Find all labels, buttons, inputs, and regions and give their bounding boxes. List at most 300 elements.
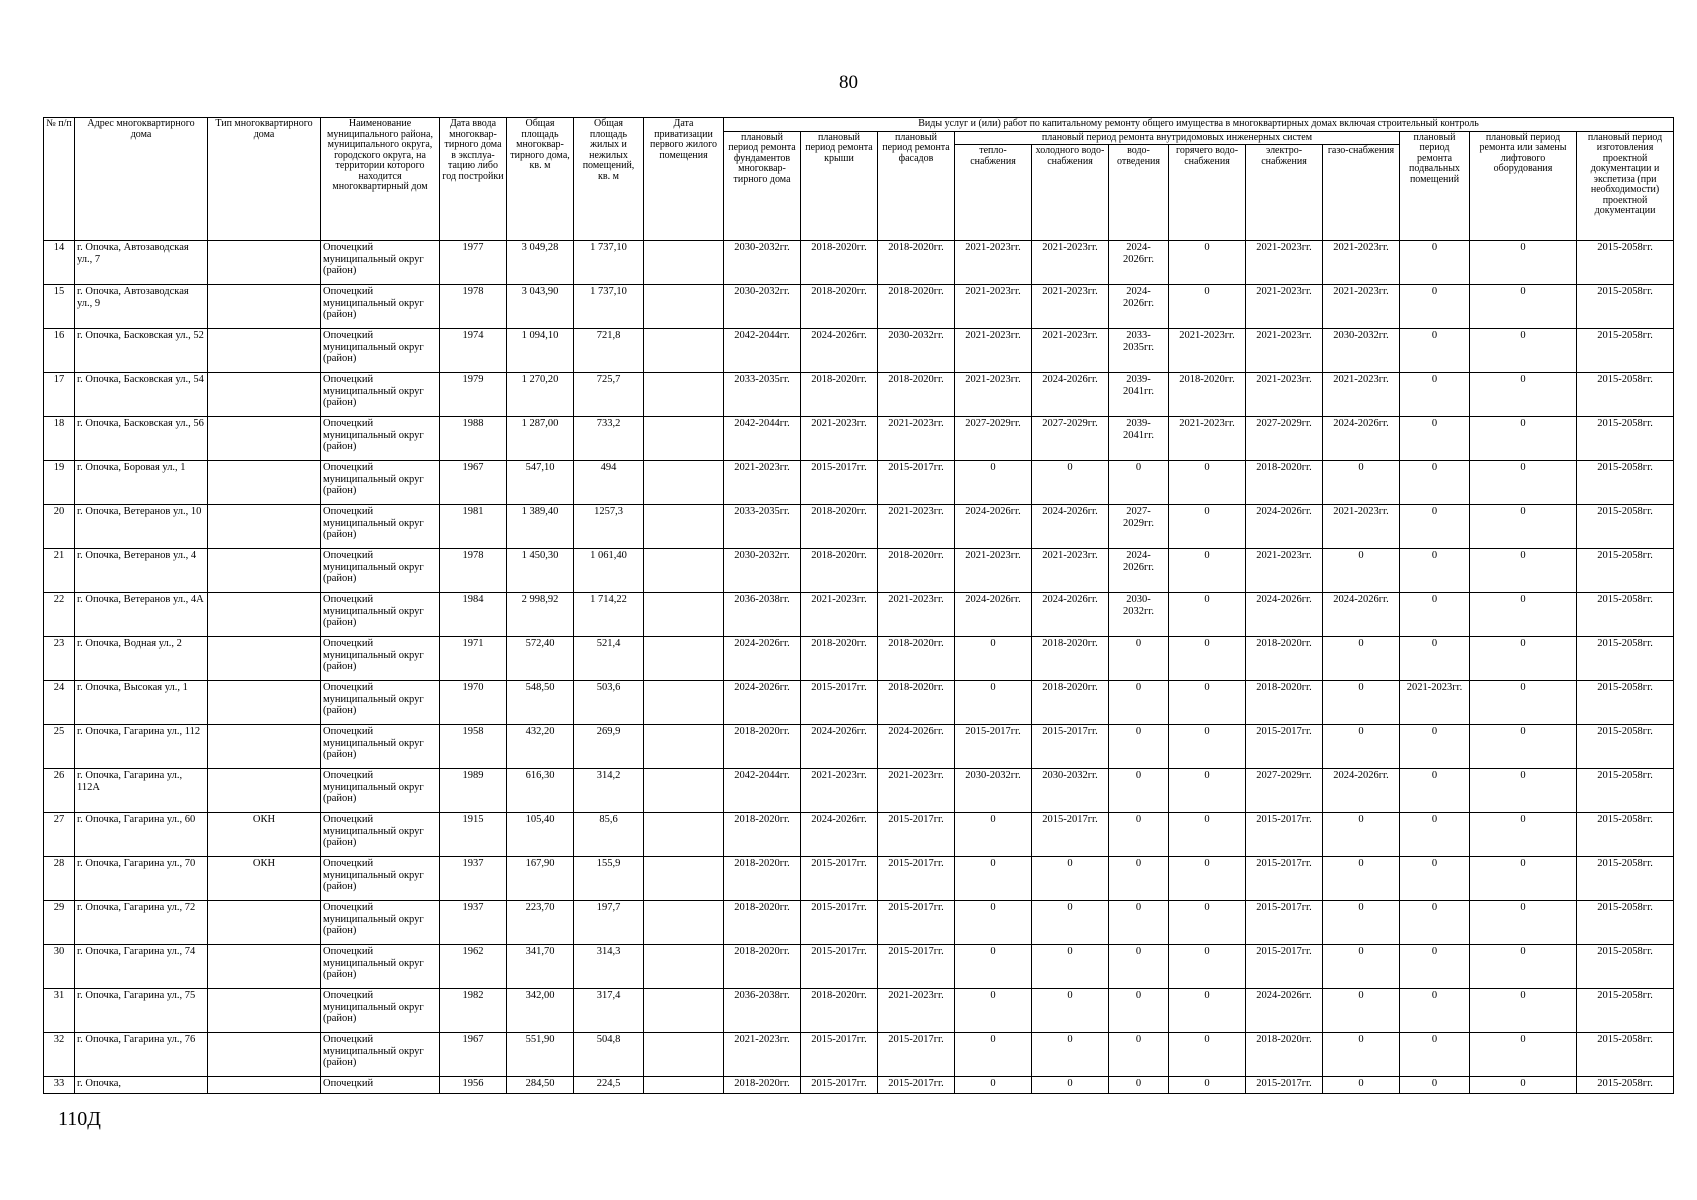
row-district: Опочецкий муниципальный округ (район) <box>321 725 440 769</box>
row-cold-water: 0 <box>1032 1077 1109 1094</box>
row-basement: 2021-2023гг. <box>1400 681 1470 725</box>
row-cold-water: 0 <box>1032 901 1109 945</box>
row-sewage: 0 <box>1109 945 1169 989</box>
row-commission-year: 1967 <box>440 461 507 505</box>
table-row <box>44 725 1674 769</box>
row-foundation: 2030-2032гг. <box>724 285 801 329</box>
row-residential-area: 521,4 <box>574 637 644 681</box>
row-number: 33 <box>44 1077 75 1094</box>
row-elevator: 0 <box>1470 769 1577 813</box>
row-electric: 2021-2023гг. <box>1246 329 1323 373</box>
row-sewage: 2024-2026гг. <box>1109 549 1169 593</box>
row-facade: 2018-2020гг. <box>878 549 955 593</box>
row-district: Опочецкий муниципальный округ (район) <box>321 329 440 373</box>
row-number: 21 <box>44 549 75 593</box>
row-foundation: 2018-2020гг. <box>724 725 801 769</box>
row-heat: 0 <box>955 1033 1032 1077</box>
row-address: г. Опочка, Автозаводская ул., 7 <box>75 241 208 285</box>
row-electric: 2018-2020гг. <box>1246 681 1323 725</box>
row-roof: 2021-2023гг. <box>801 593 878 637</box>
row-roof: 2015-2017гг. <box>801 945 878 989</box>
row-design: 2015-2058гг. <box>1577 505 1674 549</box>
row-type <box>208 681 321 725</box>
row-design: 2015-2058гг. <box>1577 725 1674 769</box>
row-roof: 2015-2017гг. <box>801 1077 878 1094</box>
row-sewage: 0 <box>1109 813 1169 857</box>
row-basement: 0 <box>1400 505 1470 549</box>
row-heat: 2015-2017гг. <box>955 725 1032 769</box>
row-hot-water: 0 <box>1169 769 1246 813</box>
row-electric: 2021-2023гг. <box>1246 285 1323 329</box>
row-basement: 0 <box>1400 461 1470 505</box>
row-roof: 2024-2026гг. <box>801 725 878 769</box>
row-residential-area: 317,4 <box>574 989 644 1033</box>
row-design: 2015-2058гг. <box>1577 241 1674 285</box>
row-total-area: 1 270,20 <box>507 373 574 417</box>
row-privatization-date <box>644 241 724 285</box>
row-gas: 0 <box>1323 945 1400 989</box>
row-address: г. Опочка, Водная ул., 2 <box>75 637 208 681</box>
row-sewage: 2024-2026гг. <box>1109 285 1169 329</box>
row-roof: 2018-2020гг. <box>801 285 878 329</box>
row-type <box>208 769 321 813</box>
row-roof: 2018-2020гг. <box>801 373 878 417</box>
row-district: Опочецкий муниципальный округ (район) <box>321 373 440 417</box>
row-roof: 2018-2020гг. <box>801 637 878 681</box>
row-facade: 2021-2023гг. <box>878 989 955 1033</box>
row-total-area: 548,50 <box>507 681 574 725</box>
row-number: 19 <box>44 461 75 505</box>
row-type <box>208 637 321 681</box>
table-row <box>44 857 1674 901</box>
row-commission-year: 1977 <box>440 241 507 285</box>
row-electric: 2021-2023гг. <box>1246 373 1323 417</box>
row-residential-area: 494 <box>574 461 644 505</box>
row-address: г. Опочка, Ветеранов ул., 4А <box>75 593 208 637</box>
row-number: 28 <box>44 857 75 901</box>
row-hot-water: 2021-2023гг. <box>1169 329 1246 373</box>
row-hot-water: 0 <box>1169 505 1246 549</box>
row-electric: 2015-2017гг. <box>1246 857 1323 901</box>
header-foundation: плановый период ремонта фундаментов многоквар-тирного дома <box>724 131 801 241</box>
table-row <box>44 1077 1674 1094</box>
row-cold-water: 2024-2026гг. <box>1032 505 1109 549</box>
row-cold-water: 0 <box>1032 989 1109 1033</box>
row-basement: 0 <box>1400 593 1470 637</box>
row-elevator: 0 <box>1470 461 1577 505</box>
row-electric: 2018-2020гг. <box>1246 461 1323 505</box>
row-privatization-date <box>644 901 724 945</box>
row-heat: 2021-2023гг. <box>955 549 1032 593</box>
row-roof: 2018-2020гг. <box>801 989 878 1033</box>
row-commission-year: 1967 <box>440 1033 507 1077</box>
row-elevator: 0 <box>1470 725 1577 769</box>
row-privatization-date <box>644 329 724 373</box>
row-privatization-date <box>644 593 724 637</box>
row-residential-area: 503,6 <box>574 681 644 725</box>
row-roof: 2021-2023гг. <box>801 769 878 813</box>
table-row <box>44 681 1674 725</box>
row-electric: 2024-2026гг. <box>1246 505 1323 549</box>
row-basement: 0 <box>1400 329 1470 373</box>
row-elevator: 0 <box>1470 417 1577 461</box>
row-gas: 0 <box>1323 637 1400 681</box>
row-number: 29 <box>44 901 75 945</box>
row-privatization-date <box>644 417 724 461</box>
row-hot-water: 2021-2023гг. <box>1169 417 1246 461</box>
row-design: 2015-2058гг. <box>1577 681 1674 725</box>
row-district: Опочецкий муниципальный округ (район) <box>321 593 440 637</box>
row-type <box>208 725 321 769</box>
row-sewage: 2030-2032гг. <box>1109 593 1169 637</box>
row-district: Опочецкий муниципальный округ (район) <box>321 857 440 901</box>
row-gas: 2021-2023гг. <box>1323 285 1400 329</box>
row-commission-year: 1989 <box>440 769 507 813</box>
row-privatization-date <box>644 461 724 505</box>
row-type <box>208 285 321 329</box>
row-roof: 2015-2017гг. <box>801 461 878 505</box>
row-foundation: 2018-2020гг. <box>724 1077 801 1094</box>
row-residential-area: 1 737,10 <box>574 285 644 329</box>
row-address: г. Опочка, Высокая ул., 1 <box>75 681 208 725</box>
row-facade: 2030-2032гг. <box>878 329 955 373</box>
row-district: Опочецкий муниципальный округ (район) <box>321 769 440 813</box>
header-commission-date: Дата ввода многоквар-тирного дома в эксплуа-тацию либо год постройки <box>440 118 507 241</box>
row-gas: 2024-2026гг. <box>1323 769 1400 813</box>
row-gas: 0 <box>1323 901 1400 945</box>
row-electric: 2024-2026гг. <box>1246 989 1323 1033</box>
row-sewage: 0 <box>1109 1077 1169 1094</box>
row-roof: 2018-2020гг. <box>801 549 878 593</box>
row-total-area: 572,40 <box>507 637 574 681</box>
row-number: 30 <box>44 945 75 989</box>
header-residential-area: Общая площадь жилых и нежилых помещений, кв. м <box>574 118 644 241</box>
row-foundation: 2018-2020гг. <box>724 901 801 945</box>
row-commission-year: 1915 <box>440 813 507 857</box>
row-residential-area: 1257,3 <box>574 505 644 549</box>
row-sewage: 0 <box>1109 725 1169 769</box>
row-electric: 2027-2029гг. <box>1246 417 1323 461</box>
row-foundation: 2024-2026гг. <box>724 637 801 681</box>
row-district: Опочецкий муниципальный округ (район) <box>321 461 440 505</box>
row-roof: 2024-2026гг. <box>801 813 878 857</box>
row-foundation: 2036-2038гг. <box>724 989 801 1033</box>
row-cold-water: 2021-2023гг. <box>1032 329 1109 373</box>
row-privatization-date <box>644 945 724 989</box>
row-hot-water: 0 <box>1169 241 1246 285</box>
row-type <box>208 1033 321 1077</box>
row-basement: 0 <box>1400 989 1470 1033</box>
row-hot-water: 0 <box>1169 725 1246 769</box>
row-address: г. Опочка, Басковская ул., 52 <box>75 329 208 373</box>
row-basement: 0 <box>1400 945 1470 989</box>
row-total-area: 1 450,30 <box>507 549 574 593</box>
row-heat: 2030-2032гг. <box>955 769 1032 813</box>
row-sewage: 2027-2029гг. <box>1109 505 1169 549</box>
row-roof: 2015-2017гг. <box>801 1033 878 1077</box>
row-privatization-date <box>644 285 724 329</box>
row-design: 2015-2058гг. <box>1577 989 1674 1033</box>
table-row <box>44 285 1674 329</box>
row-electric: 2015-2017гг. <box>1246 813 1323 857</box>
row-privatization-date <box>644 1033 724 1077</box>
row-elevator: 0 <box>1470 329 1577 373</box>
row-residential-area: 725,7 <box>574 373 644 417</box>
row-number: 16 <box>44 329 75 373</box>
table-row <box>44 1033 1674 1077</box>
row-design: 2015-2058гг. <box>1577 901 1674 945</box>
row-district: Опочецкий муниципальный округ (район) <box>321 1033 440 1077</box>
row-basement: 0 <box>1400 813 1470 857</box>
row-hot-water: 0 <box>1169 901 1246 945</box>
row-facade: 2015-2017гг. <box>878 1033 955 1077</box>
row-hot-water: 0 <box>1169 285 1246 329</box>
row-cold-water: 0 <box>1032 1033 1109 1077</box>
row-type <box>208 461 321 505</box>
row-elevator: 0 <box>1470 945 1577 989</box>
row-electric: 2015-2017гг. <box>1246 901 1323 945</box>
row-privatization-date <box>644 681 724 725</box>
row-number: 26 <box>44 769 75 813</box>
row-total-area: 341,70 <box>507 945 574 989</box>
row-hot-water: 0 <box>1169 681 1246 725</box>
row-type: ОКН <box>208 857 321 901</box>
row-elevator: 0 <box>1470 285 1577 329</box>
row-commission-year: 1978 <box>440 285 507 329</box>
row-foundation: 2030-2032гг. <box>724 549 801 593</box>
row-address: г. Опочка, Басковская ул., 54 <box>75 373 208 417</box>
row-sewage: 0 <box>1109 769 1169 813</box>
header-heat: тепло-снабжения <box>955 145 1032 241</box>
row-hot-water: 0 <box>1169 945 1246 989</box>
row-heat: 0 <box>955 989 1032 1033</box>
row-elevator: 0 <box>1470 901 1577 945</box>
row-type <box>208 505 321 549</box>
row-type <box>208 329 321 373</box>
header-works-group: Виды услуг и (или) работ по капитальному ремонту общего имущества в многоквартирных домах включая строительный контроль <box>724 118 1674 132</box>
row-sewage: 0 <box>1109 901 1169 945</box>
row-district: Опочецкий муниципальный округ (район) <box>321 637 440 681</box>
row-roof: 2015-2017гг. <box>801 857 878 901</box>
row-district: Опочецкий муниципальный округ (район) <box>321 989 440 1033</box>
row-district: Опочецкий муниципальный округ (район) <box>321 901 440 945</box>
row-foundation: 2024-2026гг. <box>724 681 801 725</box>
row-address: г. Опочка, Гагарина ул., 75 <box>75 989 208 1033</box>
row-type <box>208 901 321 945</box>
table-row <box>44 549 1674 593</box>
row-total-area: 3 043,90 <box>507 285 574 329</box>
row-privatization-date <box>644 549 724 593</box>
row-basement: 0 <box>1400 637 1470 681</box>
row-cold-water: 0 <box>1032 461 1109 505</box>
row-sewage: 2033-2035гг. <box>1109 329 1169 373</box>
row-district: Опочецкий муниципальный округ (район) <box>321 505 440 549</box>
table-row <box>44 945 1674 989</box>
row-commission-year: 1982 <box>440 989 507 1033</box>
row-gas: 0 <box>1323 989 1400 1033</box>
table-row <box>44 989 1674 1033</box>
row-number: 22 <box>44 593 75 637</box>
row-facade: 2015-2017гг. <box>878 945 955 989</box>
row-number: 24 <box>44 681 75 725</box>
row-number: 17 <box>44 373 75 417</box>
header-gas: газо-снабжения <box>1323 145 1400 241</box>
row-total-area: 3 049,28 <box>507 241 574 285</box>
row-residential-area: 1 737,10 <box>574 241 644 285</box>
header-elevator: плановый период ремонта или замены лифтового оборудования <box>1470 131 1577 241</box>
row-privatization-date <box>644 813 724 857</box>
row-facade: 2018-2020гг. <box>878 681 955 725</box>
row-design: 2015-2058гг. <box>1577 1033 1674 1077</box>
table-row <box>44 373 1674 417</box>
row-facade: 2021-2023гг. <box>878 417 955 461</box>
row-electric: 2021-2023гг. <box>1246 241 1323 285</box>
row-basement: 0 <box>1400 241 1470 285</box>
row-residential-area: 1 061,40 <box>574 549 644 593</box>
row-elevator: 0 <box>1470 1033 1577 1077</box>
row-roof: 2018-2020гг. <box>801 505 878 549</box>
table-row <box>44 461 1674 505</box>
row-elevator: 0 <box>1470 373 1577 417</box>
row-commission-year: 1956 <box>440 1077 507 1094</box>
header-privatization-date: Дата приватизации первого жилого помещения <box>644 118 724 241</box>
row-roof: 2024-2026гг. <box>801 329 878 373</box>
row-cold-water: 2021-2023гг. <box>1032 241 1109 285</box>
row-design: 2015-2058гг. <box>1577 593 1674 637</box>
row-roof: 2015-2017гг. <box>801 901 878 945</box>
row-privatization-date <box>644 725 724 769</box>
row-hot-water: 2018-2020гг. <box>1169 373 1246 417</box>
row-facade: 2021-2023гг. <box>878 769 955 813</box>
row-sewage: 0 <box>1109 681 1169 725</box>
row-heat: 0 <box>955 637 1032 681</box>
row-design: 2015-2058гг. <box>1577 549 1674 593</box>
header-sewage: водо-отведения <box>1109 145 1169 241</box>
row-hot-water: 0 <box>1169 593 1246 637</box>
row-design: 2015-2058гг. <box>1577 637 1674 681</box>
row-total-area: 432,20 <box>507 725 574 769</box>
row-foundation: 2030-2032гг. <box>724 241 801 285</box>
row-privatization-date <box>644 1077 724 1094</box>
row-facade: 2021-2023гг. <box>878 505 955 549</box>
row-cold-water: 0 <box>1032 945 1109 989</box>
row-foundation: 2033-2035гг. <box>724 373 801 417</box>
row-foundation: 2042-2044гг. <box>724 417 801 461</box>
row-sewage: 0 <box>1109 637 1169 681</box>
row-commission-year: 1958 <box>440 725 507 769</box>
row-design: 2015-2058гг. <box>1577 769 1674 813</box>
row-facade: 2018-2020гг. <box>878 285 955 329</box>
row-total-area: 616,30 <box>507 769 574 813</box>
row-type: ОКН <box>208 813 321 857</box>
row-type <box>208 945 321 989</box>
row-roof: 2021-2023гг. <box>801 417 878 461</box>
row-gas: 2021-2023гг. <box>1323 241 1400 285</box>
row-basement: 0 <box>1400 1077 1470 1094</box>
row-hot-water: 0 <box>1169 637 1246 681</box>
row-heat: 0 <box>955 901 1032 945</box>
row-residential-area: 504,8 <box>574 1033 644 1077</box>
row-total-area: 2 998,92 <box>507 593 574 637</box>
row-basement: 0 <box>1400 285 1470 329</box>
row-gas: 0 <box>1323 857 1400 901</box>
row-design: 2015-2058гг. <box>1577 1077 1674 1094</box>
table-row <box>44 769 1674 813</box>
row-elevator: 0 <box>1470 813 1577 857</box>
row-residential-area: 1 714,22 <box>574 593 644 637</box>
row-total-area: 1 287,00 <box>507 417 574 461</box>
row-district: Опочецкий муниципальный округ (район) <box>321 945 440 989</box>
row-total-area: 1 094,10 <box>507 329 574 373</box>
row-cold-water: 2027-2029гг. <box>1032 417 1109 461</box>
row-elevator: 0 <box>1470 593 1577 637</box>
row-foundation: 2036-2038гг. <box>724 593 801 637</box>
row-district: Опочецкий муниципальный округ (район) <box>321 417 440 461</box>
row-sewage: 0 <box>1109 1033 1169 1077</box>
row-elevator: 0 <box>1470 989 1577 1033</box>
row-cold-water: 2021-2023гг. <box>1032 285 1109 329</box>
row-elevator: 0 <box>1470 241 1577 285</box>
table-row <box>44 417 1674 461</box>
row-basement: 0 <box>1400 373 1470 417</box>
row-foundation: 2018-2020гг. <box>724 813 801 857</box>
row-gas: 0 <box>1323 725 1400 769</box>
row-residential-area: 155,9 <box>574 857 644 901</box>
header-cold-water: холодного водо-снабжения <box>1032 145 1109 241</box>
row-elevator: 0 <box>1470 1077 1577 1094</box>
row-elevator: 0 <box>1470 637 1577 681</box>
row-address: г. Опочка, Басковская ул., 56 <box>75 417 208 461</box>
row-number: 14 <box>44 241 75 285</box>
row-heat: 2024-2026гг. <box>955 505 1032 549</box>
row-commission-year: 1988 <box>440 417 507 461</box>
capital-repair-table <box>43 117 1674 1094</box>
row-number: 27 <box>44 813 75 857</box>
row-privatization-date <box>644 373 724 417</box>
row-heat: 2027-2029гг. <box>955 417 1032 461</box>
row-design: 2015-2058гг. <box>1577 945 1674 989</box>
row-foundation: 2021-2023гг. <box>724 1033 801 1077</box>
table-row <box>44 901 1674 945</box>
row-facade: 2015-2017гг. <box>878 901 955 945</box>
row-total-area: 223,70 <box>507 901 574 945</box>
row-type <box>208 989 321 1033</box>
row-cold-water: 2021-2023гг. <box>1032 549 1109 593</box>
row-electric: 2027-2029гг. <box>1246 769 1323 813</box>
row-elevator: 0 <box>1470 681 1577 725</box>
row-facade: 2018-2020гг. <box>878 637 955 681</box>
row-heat: 0 <box>955 813 1032 857</box>
row-heat: 0 <box>955 857 1032 901</box>
table-row <box>44 505 1674 549</box>
row-residential-area: 721,8 <box>574 329 644 373</box>
row-number: 32 <box>44 1033 75 1077</box>
row-facade: 2018-2020гг. <box>878 241 955 285</box>
row-foundation: 2042-2044гг. <box>724 329 801 373</box>
row-foundation: 2033-2035гг. <box>724 505 801 549</box>
row-hot-water: 0 <box>1169 1033 1246 1077</box>
row-number: 31 <box>44 989 75 1033</box>
row-number: 18 <box>44 417 75 461</box>
row-commission-year: 1974 <box>440 329 507 373</box>
row-hot-water: 0 <box>1169 1077 1246 1094</box>
row-facade: 2015-2017гг. <box>878 813 955 857</box>
row-number: 25 <box>44 725 75 769</box>
row-type <box>208 373 321 417</box>
row-foundation: 2021-2023гг. <box>724 461 801 505</box>
row-type <box>208 549 321 593</box>
row-sewage: 0 <box>1109 461 1169 505</box>
